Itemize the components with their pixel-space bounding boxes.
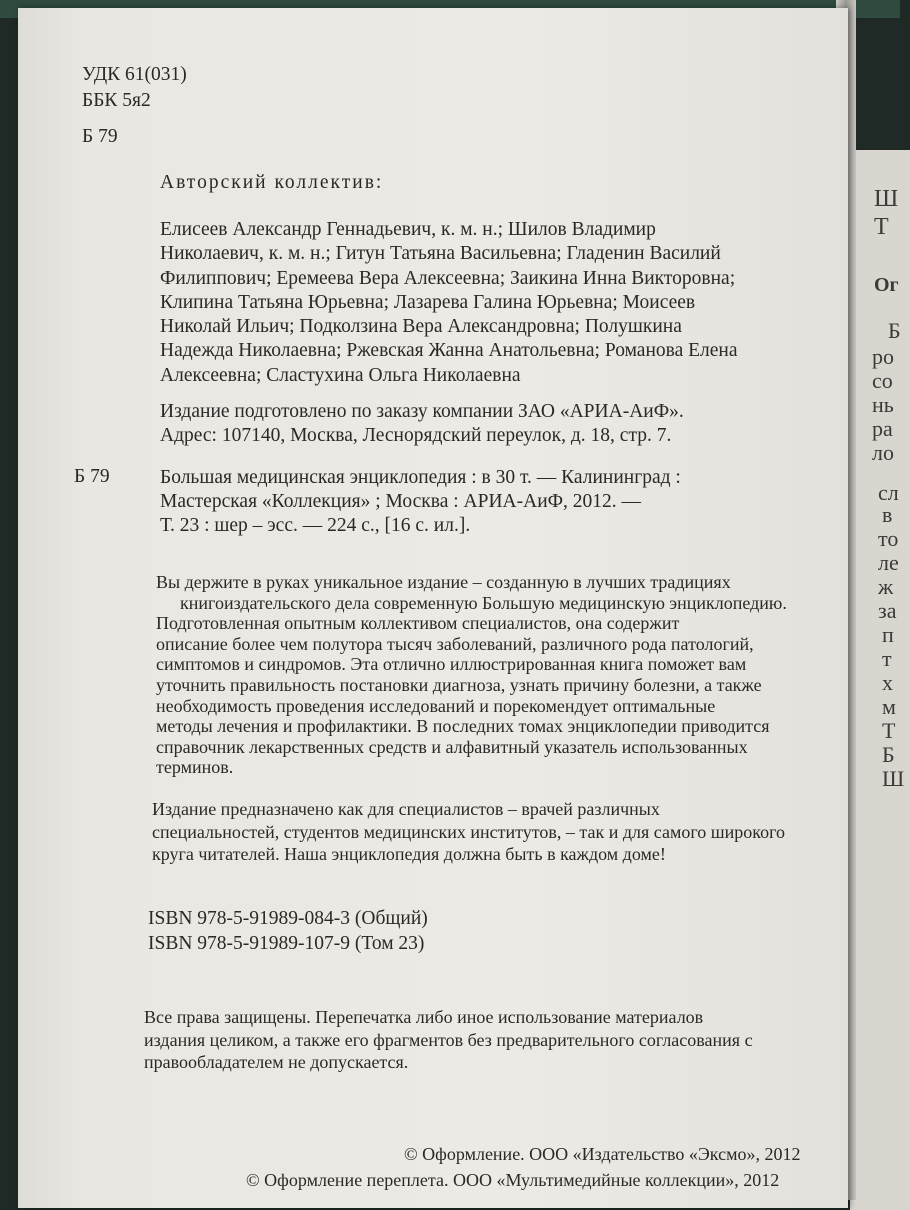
facing-glyph: то (878, 526, 899, 551)
bibliographic-line: Большая медицинская энциклопедия : в 30 т. — Калининград : (160, 467, 681, 488)
annotation-line: терминов. (156, 757, 234, 778)
facing-glyph: м (882, 694, 896, 719)
facing-glyph: Б (888, 318, 901, 343)
annotation (156, 572, 787, 778)
isbn-volume: ISBN 978-5-91989-107-9 (Том 23) (148, 933, 425, 954)
authors-line: Елисеев Александр Геннадьевич, к. м. н.; Шилов Владимир (160, 219, 656, 240)
rights-line: Все права защищены. Перепечатка либо иное использование материалов (144, 1007, 704, 1027)
facing-glyph: Б (882, 742, 895, 767)
bibliographic-line: Т. 23 : шер – эсс. — 224 с., [16 с. ил.]. (160, 515, 471, 536)
bibliographic-record (160, 466, 681, 538)
rights-line: издания целиком, а также его фрагментов без предварительного согласования с (144, 1029, 753, 1050)
isbn-general: ISBN 978-5-91989-084-3 (Общий) (148, 908, 428, 929)
facing-glyph: ло (872, 440, 894, 465)
authors-list (160, 218, 738, 388)
facing-glyph: п (882, 622, 894, 647)
order-line: Издание подготовлено по заказу компании ЗАО «АРИА-АиФ». (160, 401, 684, 422)
authors-line: Филиппович; Еремеева Вера Алексеевна; Заикина Инна Викторовна; (160, 267, 736, 289)
annotation-line: книгоиздательского дела современную Большую медицинскую энциклопедию. (180, 592, 787, 613)
authors-line: Клипина Татьяна Юрьевна; Лазарева Галина Юрьевна; Моисеев (160, 291, 696, 313)
facing-glyph: в (882, 502, 893, 527)
audience-note (152, 798, 785, 866)
facing-glyph: ж (878, 574, 894, 599)
order-line: Адрес: 107140, Москва, Леснорядский переулок, д. 18, стр. 7. (160, 425, 672, 446)
bibliographic-line: Мастерская «Коллекция» ; Москва : АРИА-АиФ, 2012. — (160, 491, 642, 512)
facing-glyph: Ог (874, 274, 899, 296)
bbk-code: ББК 5я2 (82, 90, 151, 111)
udk-code: УДК 61(031) (82, 64, 187, 85)
annotation-line: методы лечения и профилактики. В последних томах энциклопедии приводится (156, 716, 770, 737)
annotation-line: описание более чем полутора тысяч заболеваний, различного рода патологий, (156, 633, 754, 654)
annotation-line: Подготовленная опытным коллективом специалистов, она содержит (156, 613, 680, 634)
facing-glyph: х (882, 670, 893, 695)
facing-glyph: ле (878, 550, 899, 575)
authors-line: Николай Ильич; Подколзина Вера Александровна; Полушкина (160, 316, 682, 338)
facing-glyph: нь (872, 392, 894, 417)
rights-notice (144, 1006, 753, 1074)
annotation-line: симптомов и синдромов. Эта отлично иллюстрированная книга поможет вам (156, 654, 747, 675)
facing-glyph: ра (872, 416, 893, 441)
facing-glyph: за (878, 598, 897, 623)
facing-glyph: т (882, 646, 892, 671)
facing-glyph: Ш (882, 766, 905, 791)
annotation-line: справочник лекарственных средств и алфавитный указатель использованных (156, 736, 748, 757)
facing-glyph: со (872, 368, 893, 393)
authors-line: Алексеевна; Сластухина Ольга Николаевна (160, 364, 521, 386)
facing-glyph: Т (874, 214, 889, 240)
authors-line: Николаевич, к. м. н.; Гитун Татьяна Васильевна; Гладенин Василий (160, 243, 721, 265)
copyright-design: © Оформление. ООО «Издательство «Эксмо», 2012 (404, 1144, 801, 1164)
audience-line: круга читателей. Наша энциклопедия должна быть в каждом доме! (152, 844, 666, 864)
facing-page (850, 150, 910, 1210)
facing-glyph: сл (878, 480, 899, 505)
annotation-line: Вы держите в руках уникальное издание – созданную в лучших традициях (156, 572, 731, 592)
facing-glyph: Ш (874, 186, 899, 212)
annotation-line: необходимость проведения исследований и порекомендует оптимальные (156, 695, 716, 716)
facing-glyph: Т (882, 718, 896, 743)
authors-line: Надежда Николаевна; Ржевская Жанна Анатольевна; Романова Елена (160, 340, 738, 362)
facing-glyph: ро (872, 344, 894, 369)
authors-heading: Авторский коллектив: (160, 172, 384, 193)
audience-line: специальностей, студентов медицинских институтов, – так и для самого широкого (152, 821, 786, 842)
annotation-line: уточнить правильность постановки диагноза, узнать причину болезни, а также (156, 674, 762, 695)
author-mark: Б 79 (82, 126, 118, 147)
order-info (160, 400, 684, 448)
copyright-binding: © Оформление переплета. ООО «Мультимедийные коллекции», 2012 (246, 1170, 780, 1190)
audience-line: Издание предназначено как для специалистов – врачей различных (152, 799, 660, 819)
bibliographic-code: Б 79 (74, 466, 110, 487)
rights-line: правообладателем не допускается. (144, 1052, 409, 1072)
